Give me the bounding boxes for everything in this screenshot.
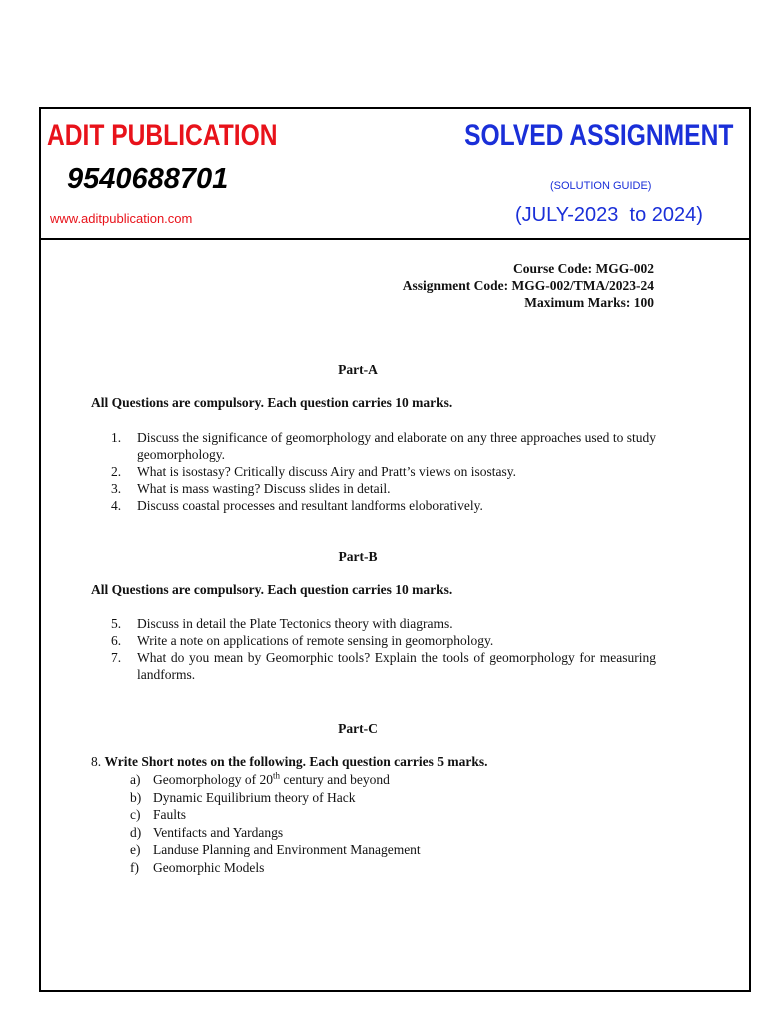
- part-a-title: Part-A: [338, 362, 378, 377]
- question-number: 8.: [91, 754, 102, 769]
- phone-number: 9540688701: [67, 163, 229, 195]
- instruction-text: Write Short notes on the following. Each question carries 5 marks.: [104, 754, 488, 769]
- list-item: c) Faults: [130, 807, 187, 822]
- part-c-items: [130, 771, 421, 876]
- part-c-instruction: [91, 754, 488, 770]
- question-item: 1. Discuss the significance of geomorphology and elaborate on any three approaches used to study geomorphology.: [111, 430, 656, 462]
- list-item: a) Geomorphology of 20th century and beyond: [130, 770, 390, 787]
- list-item: d) Ventifacts and Yardangs: [130, 824, 284, 840]
- question-item: 7. What do you mean by Geomorphic tools? Explain the tools of geomorphology for measuring landforms.: [111, 650, 656, 682]
- course-code: Course Code: MGG-002: [513, 261, 654, 276]
- part-a-questions: [111, 429, 656, 514]
- maximum-marks: Maximum Marks: 100: [524, 295, 654, 310]
- list-item: e) Landuse Planning and Environment Management: [130, 842, 421, 857]
- document-subtitle: (SOLUTION GUIDE): [550, 180, 652, 192]
- part-b-title: Part-B: [338, 549, 378, 564]
- page-frame: [39, 107, 751, 992]
- assignment-code: Assignment Code: MGG-002/TMA/2023-24: [402, 278, 654, 293]
- website-url: www.aditpublication.com: [50, 211, 193, 226]
- header-banner: [41, 109, 749, 240]
- part-b-instruction: All Questions are compulsory. Each question carries 10 marks.: [91, 582, 453, 597]
- session-period: (JULY-2023 to 2024): [515, 204, 703, 226]
- question-item: 2. What is isostasy? Critically discuss Airy and Pratt’s views on isostasy.: [111, 464, 516, 479]
- part-c-title: Part-C: [338, 721, 378, 736]
- list-item: f) Geomorphic Models: [130, 859, 265, 875]
- question-item: 6. Write a note on applications of remote sensing in geomorphology.: [111, 633, 494, 648]
- part-a-instruction: All Questions are compulsory. Each question carries 10 marks.: [91, 395, 453, 410]
- publisher-name: ADIT PUBLICATION: [47, 119, 278, 152]
- list-item: b) Dynamic Equilibrium theory of Hack: [130, 789, 356, 805]
- question-item: 3. What is mass wasting? Discuss slides in detail.: [111, 481, 391, 496]
- course-info: [403, 260, 654, 311]
- question-item: 4. Discuss coastal processes and resultant landforms eloboratively.: [111, 498, 483, 513]
- question-item: 5. Discuss in detail the Plate Tectonics theory with diagrams.: [111, 616, 453, 631]
- part-b-questions: [111, 615, 656, 683]
- document-title: SOLVED ASSIGNMENT: [463, 119, 733, 152]
